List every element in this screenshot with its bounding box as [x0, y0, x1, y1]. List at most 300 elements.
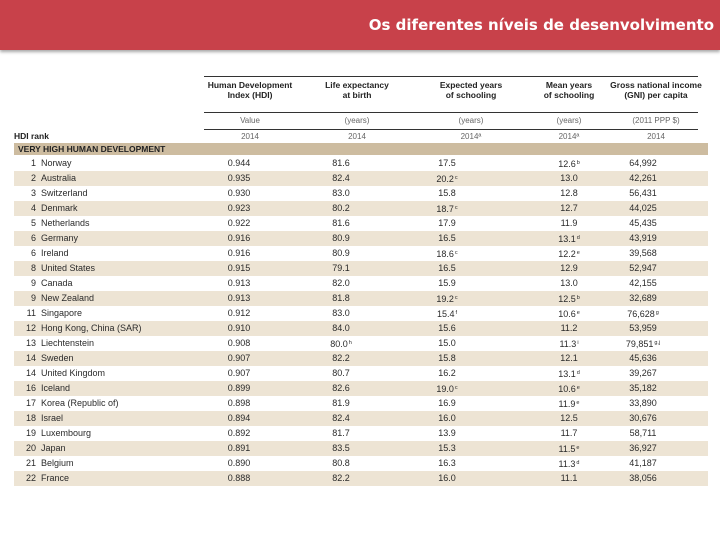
table-row	[14, 441, 708, 456]
gni-cell	[608, 471, 678, 486]
year-label: 2014	[348, 132, 366, 141]
footnote-marker: d	[576, 370, 580, 376]
mean-value: 13.1	[558, 234, 576, 244]
table-row	[14, 396, 708, 411]
country-name: Israel	[41, 413, 64, 423]
gni-value: 35,182	[629, 383, 657, 393]
country-name: Netherlands	[41, 218, 90, 228]
country-name: Japan	[41, 443, 66, 453]
life-cell	[306, 426, 376, 441]
mean-value: 11.3	[559, 339, 577, 349]
exp-cell	[412, 471, 482, 486]
table-row	[14, 351, 708, 366]
gni-cell	[608, 351, 678, 366]
exp-cell	[412, 306, 482, 322]
country-name: United States	[41, 263, 96, 273]
country-name: Iceland	[41, 383, 71, 393]
exp-value: 16.0	[438, 413, 456, 423]
hdi-value: 0.910	[227, 323, 251, 333]
exp-value: 17.5	[438, 158, 456, 168]
year-label: 2014	[241, 132, 259, 141]
exp-value: 19.2	[436, 294, 454, 304]
exp-value: 18.7	[436, 204, 454, 214]
mean-value: 11.9	[558, 399, 576, 409]
table-row	[14, 201, 708, 216]
hdi-rank: 20	[25, 443, 36, 453]
table-row	[14, 321, 708, 336]
hdi-cell	[204, 216, 274, 231]
table-row	[14, 426, 708, 441]
life-cell	[306, 471, 376, 486]
country-name: Ireland	[41, 248, 69, 258]
country-name: Denmark	[41, 203, 78, 213]
mean-value: 13.1	[558, 369, 576, 379]
gni-cell	[608, 456, 678, 471]
exp-cell	[412, 231, 482, 246]
gni-value: 41,187	[629, 458, 657, 468]
table-row	[14, 381, 708, 396]
exp-cell	[412, 156, 482, 171]
gni-value: 39,568	[629, 248, 657, 258]
hdi-rank: 8	[30, 263, 36, 273]
country-name: Canada	[41, 278, 73, 288]
life-cell	[306, 231, 376, 246]
country-name: France	[41, 473, 70, 483]
life-cell	[306, 381, 376, 396]
hdi-value: 0.913	[227, 278, 251, 288]
exp-value: 15.4	[436, 309, 455, 319]
hdi-value: 0.930	[227, 188, 251, 198]
unit-label: (years)	[344, 116, 370, 125]
life-cell	[306, 366, 376, 381]
mean-value: 13.0	[560, 173, 578, 183]
mean-value: 11.9	[560, 218, 578, 228]
mean-cell	[534, 201, 604, 216]
exp-value: 16.5	[438, 233, 456, 243]
footnote-marker: e	[576, 400, 580, 406]
year-label: 2014	[647, 132, 665, 141]
mean-value: 12.8	[560, 188, 578, 198]
hdi-cell	[204, 261, 274, 276]
gni-value: 42,155	[629, 278, 657, 288]
footnote-marker: i	[577, 340, 579, 346]
exp-cell	[412, 411, 482, 426]
gni-value: 33,890	[629, 398, 657, 408]
mean-cell	[534, 276, 604, 291]
mean-cell	[534, 246, 604, 262]
exp-value: 19.0	[436, 384, 454, 394]
hdi-rank: 12	[25, 323, 36, 333]
hdi-rank: 14	[25, 368, 36, 378]
exp-value: 16.2	[438, 368, 456, 378]
mean-value: 10.6	[558, 384, 576, 394]
hdi-cell	[204, 411, 274, 426]
country-name: Norway	[41, 158, 72, 168]
mean-value: 11.7	[560, 428, 578, 438]
mean-cell	[534, 186, 604, 201]
mean-value: 11.3	[558, 459, 576, 469]
exp-value: 16.3	[438, 458, 456, 468]
footnote-marker: e	[576, 385, 580, 391]
country-name: Belgium	[41, 458, 74, 468]
life-value: 82.6	[332, 383, 350, 393]
column-header-line: of schooling	[445, 90, 497, 100]
hdi-rank: 6	[30, 233, 36, 243]
mean-cell	[534, 291, 604, 307]
hdi-cell	[204, 426, 274, 441]
gni-cell	[608, 366, 678, 381]
exp-value: 15.9	[438, 278, 456, 288]
life-value: 81.8	[332, 293, 350, 303]
column-header-line: Index (HDI)	[227, 90, 273, 100]
footnote-marker: b	[576, 295, 580, 301]
mean-cell	[534, 306, 604, 322]
gni-value: 56,431	[629, 188, 657, 198]
country-name: United Kingdom	[41, 368, 106, 378]
footnote-marker: c	[454, 385, 458, 391]
hdi-value: 0.935	[227, 173, 251, 183]
exp-value: 16.0	[438, 473, 456, 483]
hdi-value: 0.944	[227, 158, 251, 168]
unit-label: (years)	[556, 116, 582, 125]
exp-value: 13.9	[438, 428, 456, 438]
gni-cell	[608, 261, 678, 276]
footnote-marker: c	[454, 205, 458, 211]
table-top-rule	[204, 76, 698, 77]
mean-cell	[534, 411, 604, 426]
hdi-value: 0.907	[227, 353, 251, 363]
life-cell	[306, 216, 376, 231]
mean-value: 13.0	[560, 278, 578, 288]
hdi-value: 0.913	[227, 293, 251, 303]
life-cell	[306, 171, 376, 186]
mean-value: 12.2	[558, 249, 576, 259]
hdi-value: 0.908	[227, 338, 251, 348]
life-value: 83.0	[332, 308, 350, 318]
life-value: 81.7	[332, 428, 350, 438]
hdi-cell	[204, 156, 274, 171]
gni-cell	[608, 276, 678, 291]
exp-value: 17.9	[438, 218, 456, 228]
mean-value: 11.1	[560, 473, 578, 483]
gni-cell	[608, 396, 678, 411]
column-header-life-expectancy	[306, 80, 408, 110]
column-header-expected-schooling	[412, 80, 530, 110]
footnote-marker: g,j	[654, 340, 661, 346]
hdi-rank: 9	[30, 278, 36, 288]
hdi-rank: 4	[30, 203, 36, 213]
gni-cell	[608, 171, 678, 186]
mean-cell	[534, 441, 604, 457]
hdi-cell	[204, 171, 274, 186]
column-header-line: Life expectancy	[325, 80, 389, 90]
table-row	[14, 171, 708, 186]
hdi-rank: 16	[25, 383, 36, 393]
exp-value: 16.9	[438, 398, 456, 408]
gni-cell	[608, 306, 678, 322]
hdi-value: 0.912	[227, 308, 251, 318]
gni-cell	[608, 246, 678, 261]
hdi-rank: 17	[25, 398, 36, 408]
table-row	[14, 456, 708, 471]
life-value: 82.2	[332, 353, 350, 363]
mean-value: 11.5	[558, 444, 576, 454]
hdi-value: 0.899	[227, 383, 251, 393]
hdi-value: 0.892	[227, 428, 251, 438]
table-row	[14, 216, 708, 231]
mean-cell	[534, 456, 604, 472]
column-header-line: at birth	[342, 90, 372, 100]
exp-cell	[412, 321, 482, 336]
gni-cell	[608, 381, 678, 396]
hdi-cell	[204, 306, 274, 321]
mean-cell	[534, 171, 604, 186]
gni-value: 58,711	[629, 428, 657, 438]
exp-cell	[412, 441, 482, 456]
footnote-marker: f	[455, 310, 458, 316]
hdi-value: 0.916	[227, 233, 251, 243]
hdi-rank: 6	[30, 248, 36, 258]
table-row	[14, 306, 708, 321]
table-row	[14, 471, 708, 486]
unit-label: (years)	[458, 116, 484, 125]
exp-cell	[412, 261, 482, 276]
mean-cell	[534, 156, 604, 172]
exp-cell	[412, 381, 482, 397]
exp-value: 15.0	[438, 338, 456, 348]
exp-cell	[412, 426, 482, 441]
mean-cell	[534, 231, 604, 247]
exp-cell	[412, 216, 482, 231]
life-value: 83.0	[332, 188, 350, 198]
hdi-cell	[204, 186, 274, 201]
hdi-value: 0.922	[227, 218, 251, 228]
country-name: New Zealand	[41, 293, 95, 303]
table-row	[14, 261, 708, 276]
gni-cell	[608, 156, 678, 171]
table-row	[14, 231, 708, 246]
exp-cell	[412, 201, 482, 217]
life-cell	[306, 441, 376, 456]
mean-cell	[534, 351, 604, 366]
exp-value: 15.6	[438, 323, 456, 333]
country-name: Hong Kong, China (SAR)	[41, 323, 142, 333]
mean-value: 12.6	[558, 159, 576, 169]
life-value: 80.8	[332, 458, 350, 468]
mean-cell	[534, 381, 604, 397]
gni-value: 32,689	[629, 293, 657, 303]
hdi-rank: 3	[30, 188, 36, 198]
gni-value: 79,851	[625, 339, 654, 349]
life-cell	[306, 351, 376, 366]
hdi-rank: 13	[25, 338, 36, 348]
section-header: VERY HIGH HUMAN DEVELOPMENT	[14, 143, 708, 155]
exp-value: 18.6	[436, 249, 454, 259]
mean-value: 12.9	[560, 263, 578, 273]
gni-cell	[608, 201, 678, 216]
life-cell	[306, 321, 376, 336]
mean-cell	[534, 471, 604, 486]
hdi-cell	[204, 291, 274, 306]
life-cell	[306, 306, 376, 321]
life-cell	[306, 411, 376, 426]
life-cell	[306, 336, 376, 352]
life-value: 80.9	[332, 233, 350, 243]
life-cell	[306, 291, 376, 306]
life-cell	[306, 276, 376, 291]
slide-header	[0, 0, 720, 50]
footnote-marker: e	[576, 445, 580, 451]
year-label: 2014ª	[460, 132, 482, 141]
column-header-line: Gross national income	[610, 80, 702, 90]
life-cell	[306, 246, 376, 261]
life-value: 84.0	[332, 323, 350, 333]
column-header-line: (GNI) per capita	[624, 90, 688, 100]
life-value: 79.1	[332, 263, 350, 273]
footnote-marker: g	[655, 310, 659, 316]
country-name: Liechtenstein	[41, 338, 95, 348]
footnote-marker: e	[576, 310, 580, 316]
life-cell	[306, 156, 376, 171]
life-value: 82.2	[332, 473, 350, 483]
footnote-marker: c	[454, 295, 458, 301]
gni-value: 52,947	[629, 263, 657, 273]
footnote-marker: d	[576, 460, 580, 466]
table-row	[14, 366, 708, 381]
exp-cell	[412, 336, 482, 351]
exp-cell	[412, 366, 482, 381]
life-value: 80.0	[330, 339, 348, 349]
column-header-gni	[608, 80, 704, 110]
gni-value: 30,676	[629, 413, 657, 423]
exp-cell	[412, 291, 482, 307]
gni-value: 44,025	[629, 203, 657, 213]
hdi-rank: 21	[25, 458, 36, 468]
hdi-value: 0.891	[227, 443, 251, 453]
country-name: Luxembourg	[41, 428, 92, 438]
country-name: Germany	[41, 233, 79, 243]
gni-cell	[608, 291, 678, 306]
gni-cell	[608, 321, 678, 336]
table-row	[14, 156, 708, 171]
hdi-cell	[204, 366, 274, 381]
hdi-cell	[204, 276, 274, 291]
footnote-marker: h	[348, 340, 352, 346]
mean-value: 12.7	[560, 203, 578, 213]
mean-cell	[534, 396, 604, 412]
hdi-table	[14, 72, 708, 490]
life-value: 82.4	[332, 413, 350, 423]
gni-cell	[608, 426, 678, 441]
gni-value: 42,261	[629, 173, 657, 183]
life-value: 80.7	[332, 368, 350, 378]
hdi-value: 0.916	[227, 248, 251, 258]
hdi-rank: 19	[25, 428, 36, 438]
hdi-rank: 2	[30, 173, 36, 183]
hdi-rank: 18	[25, 413, 36, 423]
hdi-value: 0.888	[227, 473, 251, 483]
mean-cell	[534, 336, 604, 352]
table-row	[14, 276, 708, 291]
column-header-line: Expected years	[439, 80, 503, 90]
country-name: Switzerland	[41, 188, 88, 198]
mean-cell	[534, 426, 604, 441]
country-name: Korea (Republic of)	[41, 398, 119, 408]
life-value: 80.2	[332, 203, 350, 213]
hdi-value: 0.890	[227, 458, 251, 468]
hdi-cell	[204, 396, 274, 411]
hdi-rank: 14	[25, 353, 36, 363]
hdi-rank: 9	[30, 293, 36, 303]
hdi-cell	[204, 441, 274, 456]
gni-value: 76,628	[627, 309, 655, 319]
gni-cell	[608, 336, 678, 352]
column-header-line: of schooling	[543, 90, 595, 100]
mean-value: 11.2	[560, 323, 578, 333]
hdi-value: 0.894	[227, 413, 251, 423]
country-name: Sweden	[41, 353, 74, 363]
life-cell	[306, 186, 376, 201]
table-row	[14, 336, 708, 351]
hdi-cell	[204, 336, 274, 351]
rank-column-header: HDI rank	[14, 131, 49, 141]
exp-cell	[412, 186, 482, 201]
life-value: 82.0	[332, 278, 350, 288]
hdi-cell	[204, 456, 274, 471]
footnote-marker: c	[454, 175, 458, 181]
gni-value: 64,992	[629, 158, 657, 168]
gni-value: 36,927	[629, 443, 657, 453]
table-row	[14, 246, 708, 261]
life-value: 83.5	[332, 443, 350, 453]
column-header-line: Human Development	[207, 80, 293, 90]
exp-cell	[412, 351, 482, 366]
hdi-value: 0.907	[227, 368, 251, 378]
unit-label: (2011 PPP $)	[632, 116, 680, 125]
exp-value: 15.3	[438, 443, 456, 453]
gni-cell	[608, 186, 678, 201]
hdi-value: 0.898	[227, 398, 251, 408]
life-value: 80.9	[332, 248, 350, 258]
life-value: 81.6	[332, 218, 350, 228]
unit-label: Value	[240, 116, 260, 125]
exp-value: 20.2	[436, 174, 454, 184]
footnote-marker: b	[576, 160, 580, 166]
hdi-value: 0.923	[227, 203, 251, 213]
gni-cell	[608, 231, 678, 246]
life-cell	[306, 201, 376, 216]
hdi-rank: 1	[30, 158, 36, 168]
table-row	[14, 411, 708, 426]
exp-cell	[412, 396, 482, 411]
exp-value: 15.8	[438, 188, 456, 198]
mean-value: 12.5	[558, 294, 576, 304]
gni-cell	[608, 411, 678, 426]
hdi-value: 0.915	[227, 263, 251, 273]
slide-title: Os diferentes níveis de desenvolvimento	[368, 16, 714, 34]
gni-value: 38,056	[629, 473, 657, 483]
gni-value: 53,959	[629, 323, 657, 333]
column-header-mean-schooling	[534, 80, 604, 110]
gni-cell	[608, 216, 678, 231]
exp-cell	[412, 246, 482, 262]
hdi-cell	[204, 246, 274, 261]
footnote-marker: c	[454, 250, 458, 256]
hdi-cell	[204, 381, 274, 396]
life-value: 81.6	[332, 158, 350, 168]
gni-value: 45,636	[629, 353, 657, 363]
life-cell	[306, 456, 376, 471]
